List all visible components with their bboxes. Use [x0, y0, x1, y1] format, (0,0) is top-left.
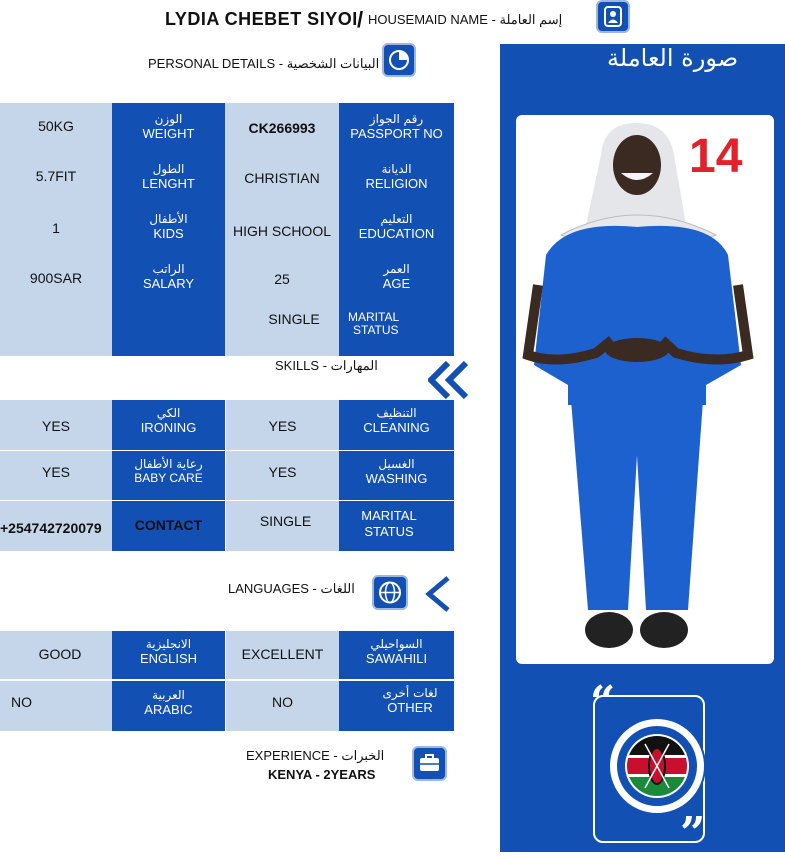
- swahili-value: EXCELLENT: [241, 646, 324, 662]
- english-label: الانجليزية ENGLISH: [139, 637, 198, 666]
- other-lang-value: NO: [272, 694, 293, 710]
- globe-icon: [372, 575, 408, 610]
- ironing-label: الكي IRONING: [140, 406, 197, 435]
- contact-label: CONTACT: [134, 517, 203, 533]
- washing-value: YES: [268, 464, 297, 480]
- religion-label: الديانة RELIGION: [365, 162, 428, 191]
- housemaid-name: LYDIA CHEBET SIYOI: [165, 9, 358, 29]
- skills-marital-value: SINGLE: [259, 513, 312, 529]
- experience-title: EXPERIENCE - الخبرات: [246, 748, 385, 763]
- cleaning-label: التنظيف CLEANING: [363, 406, 430, 435]
- marital-status-value: SINGLE: [268, 311, 320, 327]
- washing-label: الغسيل WASHING: [365, 457, 428, 486]
- header-slash: /: [357, 7, 364, 32]
- weight-label: الوزن WEIGHT: [142, 112, 195, 141]
- quote-close-icon: ”: [680, 808, 706, 859]
- housemaid-name-label: HOUSEMAID NAME - إسم العاملة: [368, 12, 563, 27]
- baby-care-label: رعاية الأطفال BABY CARE: [134, 457, 203, 485]
- quote-open-icon: “: [590, 677, 616, 728]
- swahili-label: السواحيلي SAWAHILI: [365, 637, 428, 666]
- other-lang-label: لغات أخرى OTHER: [382, 686, 438, 715]
- weight-value: 50KG: [38, 118, 74, 134]
- skills-title: SKILLS - المهارات: [275, 358, 378, 373]
- experience-value: KENYA - 2YEARS: [268, 767, 376, 782]
- pie-chart-icon: [382, 43, 416, 77]
- length-label: الطول LENGHT: [142, 162, 195, 191]
- double-chevron-left-icon: [428, 361, 470, 404]
- contact-value: +254742720079: [0, 520, 102, 536]
- age-value: 25: [274, 271, 290, 287]
- salary-label: الراتب SALARY: [142, 262, 195, 291]
- photo-title: صورة العاملة: [607, 44, 739, 72]
- religion-value: CHRISTIAN: [244, 170, 320, 186]
- chevron-left-icon: [423, 575, 453, 618]
- kids-label: الأطفال KIDS: [149, 212, 188, 241]
- cleaning-value: YES: [268, 418, 297, 434]
- personal-details-title: PERSONAL DETAILS - البيانات الشخصية: [148, 56, 380, 71]
- briefcase-icon: [412, 746, 447, 781]
- arabic-label: العربية ARABIC: [144, 688, 193, 717]
- salary-value: 900SAR: [29, 270, 83, 286]
- user-icon: [596, 0, 630, 33]
- housemaid-number: 14: [689, 130, 743, 183]
- passport-value: CK266993: [248, 120, 316, 136]
- baby-care-value: YES: [41, 464, 70, 480]
- length-value: 5.7FIT: [35, 168, 77, 184]
- languages-title: LANGUAGES - اللغات: [228, 581, 355, 596]
- age-label: العمر AGE: [382, 262, 411, 291]
- english-value: GOOD: [38, 646, 82, 662]
- passport-label: رقم الجواز PASSPORT NO: [350, 112, 443, 141]
- arabic-value: NO: [11, 694, 32, 710]
- marital-status-label: MARITAL STATUS: [348, 310, 400, 338]
- housemaid-photo: [516, 115, 774, 664]
- ironing-value: YES: [41, 418, 70, 434]
- kenya-flag-emblem-icon: [607, 716, 707, 816]
- education-value: HIGH SCHOOL: [232, 223, 331, 239]
- photo-card: [516, 115, 774, 664]
- kids-value: 1: [52, 220, 60, 236]
- skills-marital-label: MARITAL STATUS: [361, 508, 417, 539]
- education-label: التعليم EDUCATION: [358, 212, 435, 241]
